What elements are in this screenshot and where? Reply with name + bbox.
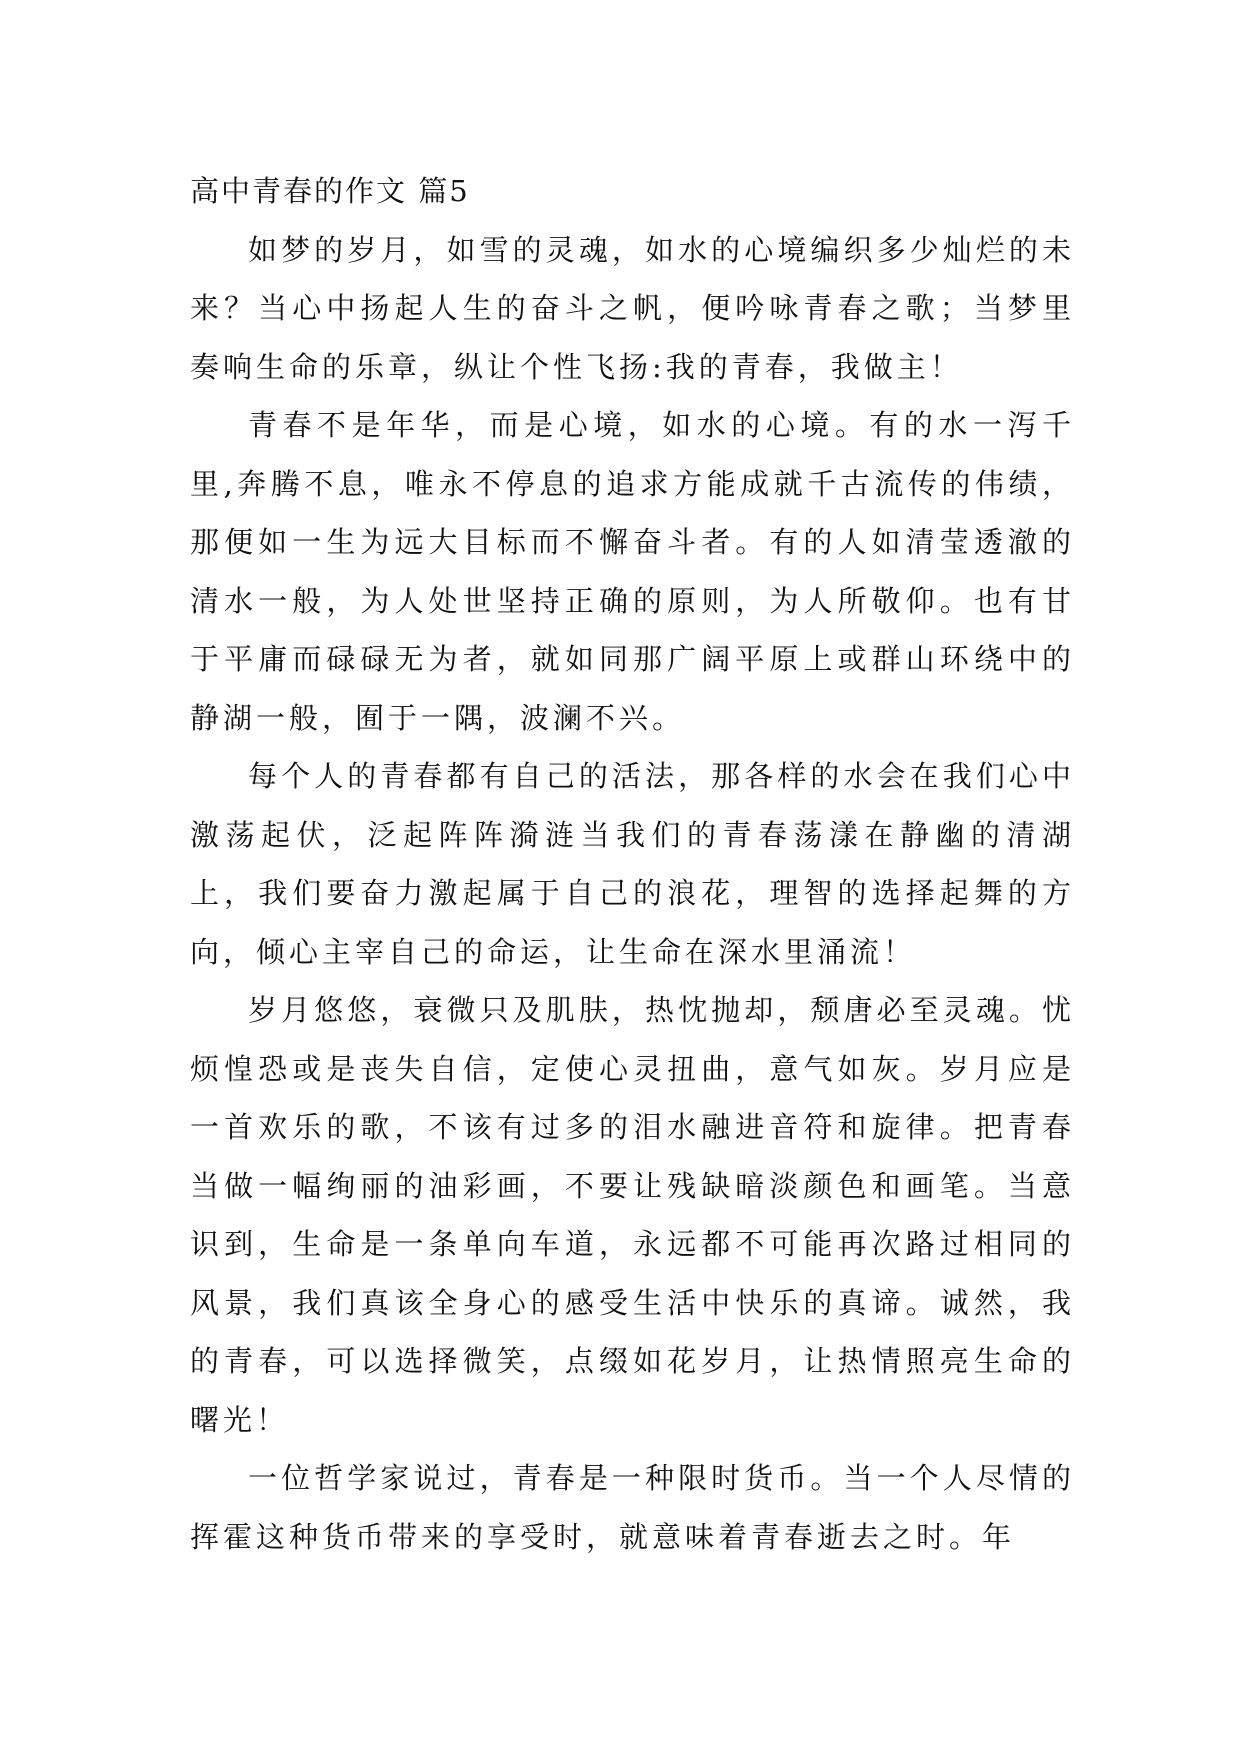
paragraph-1: 如梦的岁月，如雪的灵魂，如水的心境编织多少灿烂的未来？当心中扬起人生的奋斗之帆，便吟咏青春之歌；当梦里奏响生命的乐章，纵让个性飞扬:我的青春，我做主！ (190, 232, 1075, 384)
paragraph-4: 岁月悠悠，衰微只及肌肤，热忱抛却，颓唐必至灵魂。忧烦惶恐或是丧失自信，定使心灵扭曲，意气如灰。岁月应是一首欢乐的歌，不该有过多的泪水融进音符和旋律。把青春当做一幅绚丽的油彩画，不要让残缺暗淡颜色和画笔。当意识到，生命是一条单向车道，永远都不可能再次路过相同的风景，我们真该全身心的感受生活中快乐的真谛。诚然，我的青春，可以选择微笑，点缀如花岁月，让热情照亮生命的曙光！ (190, 993, 1075, 1437)
document-body (190, 162, 1075, 1566)
paragraph-3: 每个人的青春都有自己的活法，那各样的水会在我们心中激荡起伏，泛起阵阵漪涟当我们的青春荡漾在静幽的清湖上，我们要奋力激起属于自己的浪花，理智的选择起舞的方向，倾心主宰自己的命运，让生命在深水里涌流！ (190, 759, 1075, 969)
document-title: 高中青春的作文 篇5 (190, 174, 470, 208)
paragraph-5: 一位哲学家说过，青春是一种限时货币。当一个人尽情的挥霍这种货币带来的享受时，就意味着青春逝去之时。年 (190, 1461, 1075, 1554)
paragraph-2: 青春不是年华，而是心境，如水的心境。有的水一泻千里,奔腾不息，唯永不停息的追求方能成就千古流传的伟绩，那便如一生为远大目标而不懈奋斗者。有的人如清莹透澈的清水一般，为人处世坚持正确的原则，为人所敬仰。也有甘于平庸而碌碌无为者，就如同那广阔平原上或群山环绕中的静湖一般，囿于一隅，波澜不兴。 (190, 408, 1075, 735)
